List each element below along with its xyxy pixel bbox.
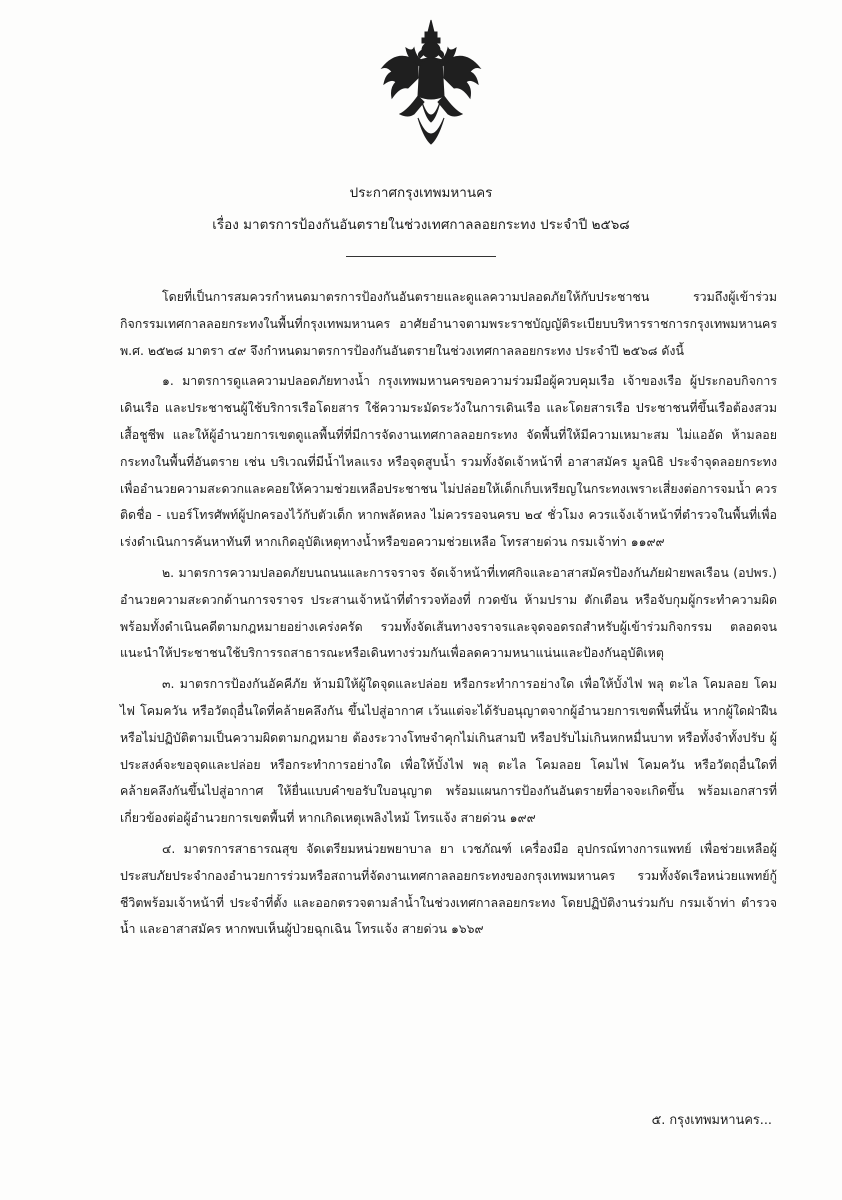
document-subject: เรื่อง มาตรการป้องกันอันตรายในช่วงเทศกาลลอยกระทง ประจำปี ๒๕๖๘ bbox=[212, 217, 630, 233]
heading-divider bbox=[346, 256, 496, 257]
garuda-emblem-icon bbox=[378, 18, 484, 158]
preamble-paragraph: โดยที่เป็นการสมควรกำหนดมาตรการป้องกันอันตรายและดูแลความปลอดภัยให้กับประชาชน รวมถึงผู้เข้าร่วมกิจกรรมเทศกาลลอยกระทงในพื้นที่กรุงเทพมหานคร อาศัยอำนาจตามพระราชบัญญัติระเบียบบริหารราชการกรุงเทพมหานคร พ.ศ. ๒๕๒๘ มาตรา ๔๙ จึงกำหนดมาตรการป้องกันอันตรายในช่วงเทศกาลลอยกระทง ประจำปี ๒๕๖๘ ดังนี้ bbox=[120, 289, 777, 358]
section-paragraph: ๒. มาตรการความปลอดภัยบนถนนและการจราจร จัดเจ้าหน้าที่เทศกิจและอาสาสมัครป้องกันภัยฝ่ายพลเรือน (อปพร.) อำนวยความสะดวกด้านการจราจร ประสานเจ้าหน้าที่ตำรวจท้องที่ กวดขัน ห้ามปราม ตักเตือน หรือจับกุมผู้กระทำความผิด พร้อมทั้งดำเนินคดีตามกฎหมายอย่างเคร่งครัด รวมทั้งจัดเส้นทางจราจรและจุดจอดรถสำหรับผู้เข้าร่วมกิจกรรม ตลอดจนแนะนำให้ประชาชนใช้บริการรถสาธารณะหรือเดินทางร่วมกันเพื่อลดความหนาแน่นและป้องกันอุบัติเหตุ bbox=[120, 564, 777, 661]
continuation-marker: ๕. กรุงเทพมหานคร... bbox=[651, 1113, 772, 1128]
section-paragraph: ๔. มาตรการสาธารณสุข จัดเตรียมหน่วยพยาบาล ยา เวชภัณฑ์ เครื่องมือ อุปกรณ์ทางการแพทย์ เพื่อช่วยเหลือผู้ประสบภัยประจำกองอำนวยการร่วมหรือสถานที่จัดงานเทศกาลลอยกระทงของกรุงเทพมหานคร รวมทั้งจัดเรือหน่วยแพทย์กู้ชีวิตพร้อมเจ้าหน้าที่ ประจำที่ตั้ง และออกตรวจตามลำน้ำในช่วงเทศกาลลอยกระทง โดยปฏิบัติงานร่วมกับ กรมเจ้าท่า ตำรวจน้ำ และอาสาสมัคร หากพบเห็นผู้ป่วยฉุกเฉิน โทรแจ้ง สายด่วน ๑๖๖๙ bbox=[120, 840, 777, 937]
section-paragraph: ๓. มาตรการป้องกันอัคคีภัย ห้ามมิให้ผู้ใดจุดและปล่อย หรือกระทำการอย่างใด เพื่อให้บั้งไฟ พลุ ตะไล โคมลอย โคมไฟ โคมควัน หรือวัตถุอื่นใดที่คล้ายคลึงกัน ขึ้นไปสู่อากาศ เว้นแต่จะได้รับอนุญาตจากผู้อำนวยการเขตพื้นที่นั้น หากผู้ใดฝ่าฝืน หรือไม่ปฏิบัติตามเป็นความผิดตามกฎหมาย ต้องระวางโทษจำคุกไม่เกินสามปี หรือปรับไม่เกินหกหมื่นบาท หรือทั้งจำทั้งปรับ ผู้ประสงค์จะขอจุดและปล่อย หรือกระทำการอย่างใด เพื่อให้บั้งไฟ พลุ ตะไล โคมลอย โคมไฟ โคมควัน หรือวัตถุอื่นใดที่คล้ายคลึงกันขึ้นไปสู่อากาศ ให้ยื่นแบบคำขอรับใบอนุญาต พร้อมแผนการป้องกันอันตรายที่อาจจะเกิดขึ้น พร้อมเอกสารที่เกี่ยวข้องต่อผู้อำนวยการเขตพื้นที่ หากเกิดเหตุเพลิงไหม้ โทรแจ้ง สายด่วน ๑๙๙ bbox=[120, 676, 777, 826]
document-body bbox=[120, 284, 777, 947]
document-issuer: ประกาศกรุงเทพมหานคร bbox=[349, 185, 493, 201]
section-paragraph: ๑. มาตรการดูแลความปลอดภัยทางน้ำ กรุงเทพมหานครขอความร่วมมือผู้ควบคุมเรือ เจ้าของเรือ ผู้ประกอบกิจการเดินเรือ และประชาชนผู้ใช้บริการเรือโดยสาร ใช้ความระมัดระวังในการเดินเรือ และโดยสารเรือ ประชาชนที่ขึ้นเรือต้องสวมเสื้อชูชีพ และให้ผู้อำนวยการเขตดูแลพื้นที่ที่มีการจัดงานเทศกาลลอยกระทง จัดพื้นที่ให้มีความเหมาะสม ไม่แออัด ห้ามลอยกระทงในพื้นที่อันตราย เช่น บริเวณที่มีน้ำไหลแรง หรือจุดสูบน้ำ รวมทั้งจัดเจ้าหน้าที่ อาสาสมัคร มูลนิธิ ประจำจุดลอยกระทงเพื่ออำนวยความสะดวกและคอยให้ความช่วยเหลือประชาชน ไม่ปล่อยให้เด็กเก็บเหรียญในกระทงเพราะเสี่ยงต่อการจมน้ำ ควรติดชื่อ - เบอร์โทรศัพท์ผู้ปกครองไว้กับตัวเด็ก หากพลัดหลง ไม่ควรรอจนครบ ๒๔ ชั่วโมง ควรแจ้งเจ้าหน้าที่ตำรวจในพื้นที่เพื่อเร่งดำเนินการค้นหาทันที หากเกิดอุบัติเหตุทางน้ำหรือขอความช่วยเหลือ โทรสายด่วน กรมเจ้าท่า ๑๑๙๙ bbox=[120, 373, 777, 550]
